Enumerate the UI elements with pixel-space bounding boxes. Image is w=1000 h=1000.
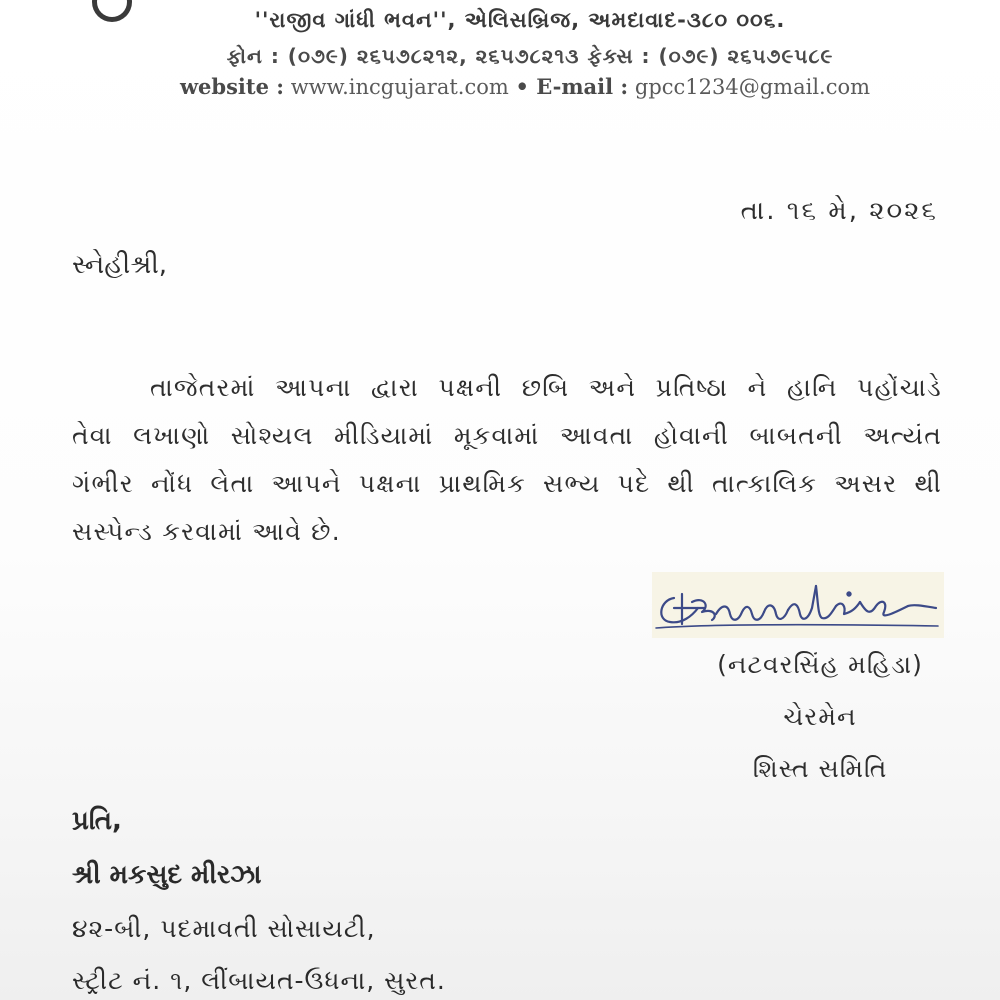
body-line: ગંભીર નોંધ લેતા આપને પક્ષના પ્રાથમિક સભ્ય પદે થી તાત્કાલિક અસર થી — [72, 469, 942, 498]
website-label: website : — [179, 74, 284, 99]
body-line: તાજેતરમાં આપના દ્વારા પક્ષની છબિ અને પ્રતિષ્ઠા ને હાનિ પહોંચાડે — [150, 373, 942, 402]
body-line: તેવા લખાણો સોશ્યલ મીડિયામાં મૂકવામાં આવતા હોવાની બાબતની અત્યંત — [72, 421, 942, 450]
letter-body — [72, 364, 942, 556]
salutation: સ્નેહીશ્રી, — [72, 250, 168, 280]
website-link[interactable]: www.incgujarat.com — [290, 75, 509, 99]
signatory-title: ચેરમેન — [783, 702, 857, 731]
letterhead-address: ''રાજીવ ગાંધી ભવન'', એલિસબ્રિજ, અમદાવાદ-૩૮૦ ૦૦૬. — [254, 8, 786, 32]
recipient-label: પ્રતિ, — [72, 806, 122, 836]
body-line: સસ્પેન્ડ કરવામાં આવે છે. — [72, 517, 341, 546]
email-label: • E-mail : — [515, 74, 629, 99]
email-link[interactable]: gpcc1234@gmail.com — [634, 75, 871, 99]
letter-date: તા. ૧૬ મે, ૨૦૨૬ — [740, 196, 938, 226]
recipient-address-line2: સ્ટ્રીટ નં. ૧, લીંબાયત-ઉધના, સુરત. — [72, 966, 446, 995]
signatory-department: શિસ્ત સમિતિ — [752, 754, 888, 783]
signature-icon — [652, 572, 944, 638]
letterhead-phone: ફોન : (૦૭૯) ૨૬૫૭૮૨૧૨, ૨૬૫૭૮૨૧૩ ફેક્સ : (૦૭૯) ૨૬૫૭૯૫૮૯ — [226, 44, 834, 68]
recipient-name: શ્રી મકસુદ મીરઝા — [72, 860, 262, 890]
recipient-address-line1: ૪૨-બી, પદમાવતી સોસાયટી, — [72, 914, 376, 943]
letterhead-web-line — [0, 74, 1000, 99]
signatory-name: (નટવરસિંહ મહિડા) — [717, 650, 923, 679]
